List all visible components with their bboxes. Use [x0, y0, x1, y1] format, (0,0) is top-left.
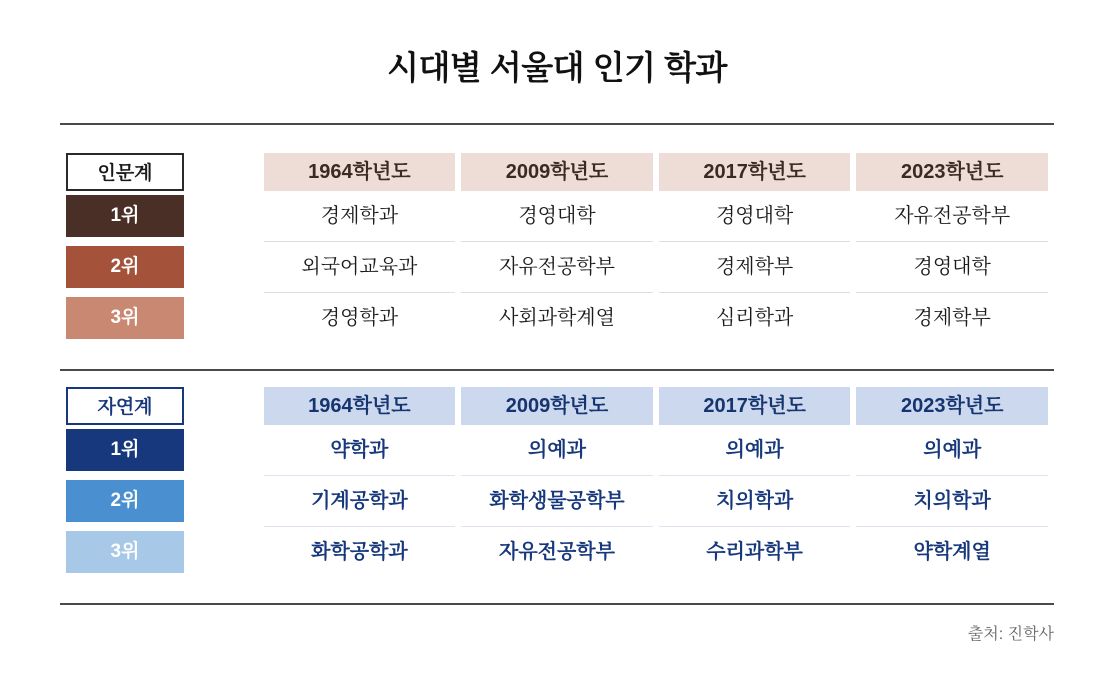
table-cell: 경영대학	[913, 256, 991, 278]
table-cell: 수리과학부	[706, 541, 803, 563]
divider	[461, 526, 653, 527]
page-title: 시대별 서울대 인기 학과	[387, 49, 727, 86]
column-header: 2023학년도	[856, 153, 1048, 191]
rank-badge: 2위	[66, 246, 184, 288]
divider	[856, 241, 1048, 242]
table-row	[66, 429, 1048, 471]
table-row	[66, 246, 1048, 288]
table-cell: 경영대학	[518, 205, 596, 227]
table-cell: 경제학부	[913, 307, 991, 329]
table-row	[66, 195, 1048, 237]
section-label-natural-sciences: 자연계	[66, 387, 184, 425]
table-cell: 심리학과	[715, 307, 794, 329]
table-cell: 자유전공학부	[894, 205, 1011, 227]
table-cell: 치의학과	[715, 490, 794, 512]
table-cell: 사회과학계열	[499, 307, 615, 329]
table-cell: 의예과	[923, 439, 982, 461]
column-header: 1964학년도	[264, 153, 456, 191]
table-cell: 경제학과	[320, 205, 399, 227]
table-header-row	[66, 153, 1048, 191]
rank-badge: 2위	[66, 480, 184, 522]
row-separator	[66, 241, 1048, 242]
table-cell: 화학공학과	[311, 541, 408, 563]
table-cell: 자유전공학부	[499, 541, 615, 563]
table-header-row	[66, 387, 1048, 425]
table-row	[66, 480, 1048, 522]
source-note: 출처: 진학사	[967, 626, 1054, 643]
column-header: 2009학년도	[461, 153, 653, 191]
top-divider	[60, 123, 1054, 125]
middle-divider	[60, 369, 1054, 371]
column-header: 1964학년도	[264, 387, 456, 425]
table-cell: 약학계열	[913, 541, 991, 563]
table-cell: 화학생물공학부	[489, 490, 625, 512]
column-header: 2023학년도	[856, 387, 1048, 425]
divider	[856, 526, 1048, 527]
row-separator	[66, 475, 1048, 476]
divider	[461, 292, 653, 293]
divider	[856, 292, 1048, 293]
table-cell: 경영학과	[320, 307, 399, 329]
table-cell: 약학과	[330, 439, 389, 461]
divider	[264, 292, 456, 293]
rank-badge: 3위	[66, 531, 184, 573]
table-cell: 기계공학과	[311, 490, 408, 512]
table-row	[66, 297, 1048, 339]
divider	[659, 292, 851, 293]
divider	[856, 475, 1048, 476]
table-cell: 의예과	[725, 439, 784, 461]
divider	[264, 475, 456, 476]
section-label-humanities: 인문계	[66, 153, 184, 191]
divider	[659, 526, 851, 527]
table-row	[66, 531, 1048, 573]
table-cell: 의예과	[528, 439, 586, 461]
natural-sciences-table	[60, 383, 1054, 577]
table-cell: 경제학부	[715, 256, 794, 278]
table-cell: 경영대학	[715, 205, 794, 227]
column-header: 2017학년도	[659, 153, 851, 191]
column-header: 2017학년도	[659, 387, 851, 425]
divider	[264, 526, 456, 527]
divider	[659, 241, 851, 242]
divider	[461, 475, 653, 476]
rank-badge: 1위	[66, 195, 184, 237]
column-header: 2009학년도	[461, 387, 653, 425]
table-cell: 자유전공학부	[499, 256, 615, 278]
divider	[264, 241, 456, 242]
rank-badge: 3위	[66, 297, 184, 339]
row-separator	[66, 292, 1048, 293]
rank-badge: 1위	[66, 429, 184, 471]
row-separator	[66, 526, 1048, 527]
divider	[659, 475, 851, 476]
table-cell: 치의학과	[913, 490, 991, 512]
divider	[461, 241, 653, 242]
table-cell: 외국어교육과	[301, 256, 418, 278]
humanities-table	[60, 149, 1054, 343]
